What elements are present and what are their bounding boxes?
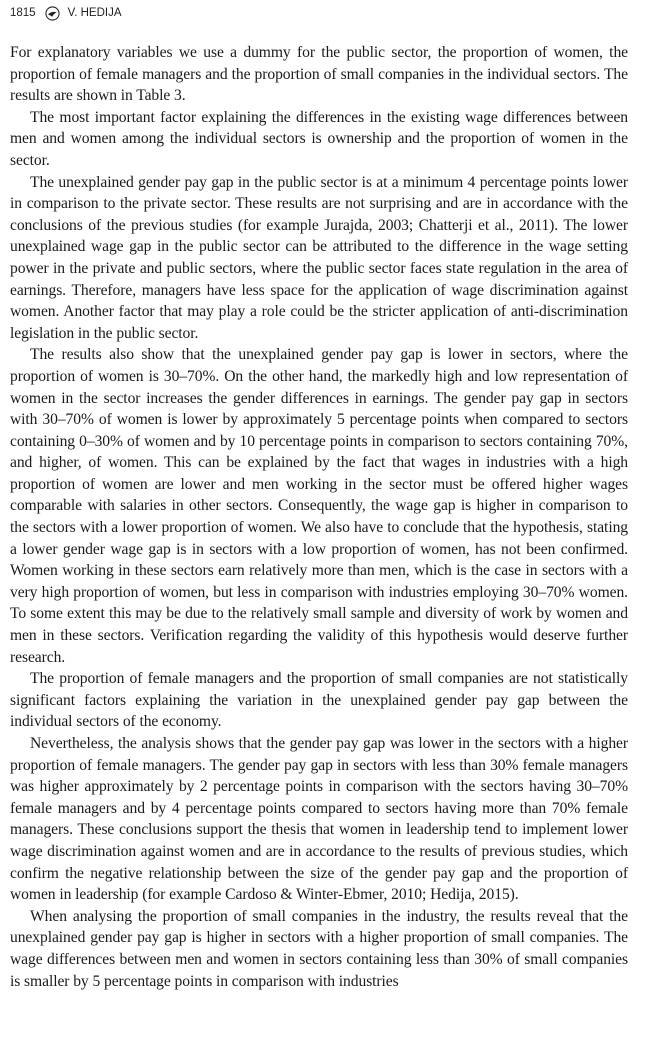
publisher-logo-icon bbox=[45, 6, 60, 21]
running-author: V. HEDIJA bbox=[67, 7, 122, 19]
page-number: 1815 bbox=[10, 7, 36, 19]
paragraph-explanatory-variables: For explanatory variables we use a dummy for the public sector, the proportion of women, the proportion of female managers and the proportion of small companies in the individual sectors. The results are shown in Table 3. bbox=[10, 44, 628, 105]
paragraph-proportion-of-women: The results also show that the unexplained gender pay gap is lower in sectors, where the proportion of women is 30–70%. On the other hand, the markedly high and low representation of women in the sector increases the gender differences in earnings. The gender pay gap in sectors with 30–70% of women is lower by approximately 5 percentage points when compared to sectors containing 0–30% of women and by 10 percentage points in comparison to sectors containing 70%, and higher, of women. This can be explained by the fact that wages in industries with a high proportion of women are lower and men working in the sector must be offered higher wages comparable with salaries in other sectors. Consequently, the wage gap is higher in comparison to the sectors with a lower proportion of women. We also have to conclude that the hypothesis, stating a lower gender wage gap is in sectors with a low proportion of women, has not been confirmed. Women working in these sectors earn relatively more than men, which is the case in sectors with a very high proportion of women, but less in comparison with industries employing 30–70% women. To some extent this may be due to the relatively small sample and diversity of work by women and men in these sectors. Verification regarding the validity of this hypothesis would deserve further research. bbox=[10, 346, 628, 666]
paragraph-public-sector-gap: The unexplained gender pay gap in the public sector is at a minimum 4 percentage points lower in comparison to the private sector. These results are not surprising and are in accordance with the conclusions of the previous studies (for example Jurajda, 2003; Chatterji et al., 2011). The lower unexplained wage gap in the public sector can be attributed to the difference in the wage setting power in the private and public sectors, where the public sector faces state regulation in the area of earnings. Therefore, managers have less space for the application of wage discrimination against women. Another factor that may play a role could be the stricter application of anti-discrimination legislation in the public sector. bbox=[10, 173, 628, 342]
running-header bbox=[10, 4, 122, 22]
paragraph-most-important-factor: The most important factor explaining the differences in the existing wage differences between men and women among the individual sectors is ownership and the proportion of women in the sector. bbox=[10, 108, 628, 169]
paragraph-female-managers: Nevertheless, the analysis shows that the gender pay gap was lower in the sectors with a higher proportion of female managers. The gender pay gap in sectors with less than 30% female managers was higher approximately by 2 percentage points in comparison with the sectors having 30–70% female managers and by 4 percentage points compared to sectors having more than 70% female managers. These conclusions support the thesis that women in leadership tend to implement lower wage discrimination against women and are in accordance to the results of previous studies, which confirm the negative relationship between the size of the gender pay gap and the proportion of women in leadership (for example Cardoso & Winter-Ebmer, 2010; Hedija, 2015). bbox=[10, 735, 628, 904]
paragraph-small-companies: When analysing the proportion of small companies in the industry, the results reveal that the unexplained gender pay gap is higher in sectors with a higher proportion of small companies. The wage differences between men and women in sectors containing less than 30% of small companies is smaller by 5 percentage points in comparison with industries bbox=[10, 907, 628, 990]
paragraph-not-significant-factors: The proportion of female managers and the proportion of small companies are not statistically significant factors explaining the variation in the unexplained gender pay gap between the individual sectors of the economy. bbox=[10, 670, 628, 731]
article-body bbox=[10, 42, 628, 992]
